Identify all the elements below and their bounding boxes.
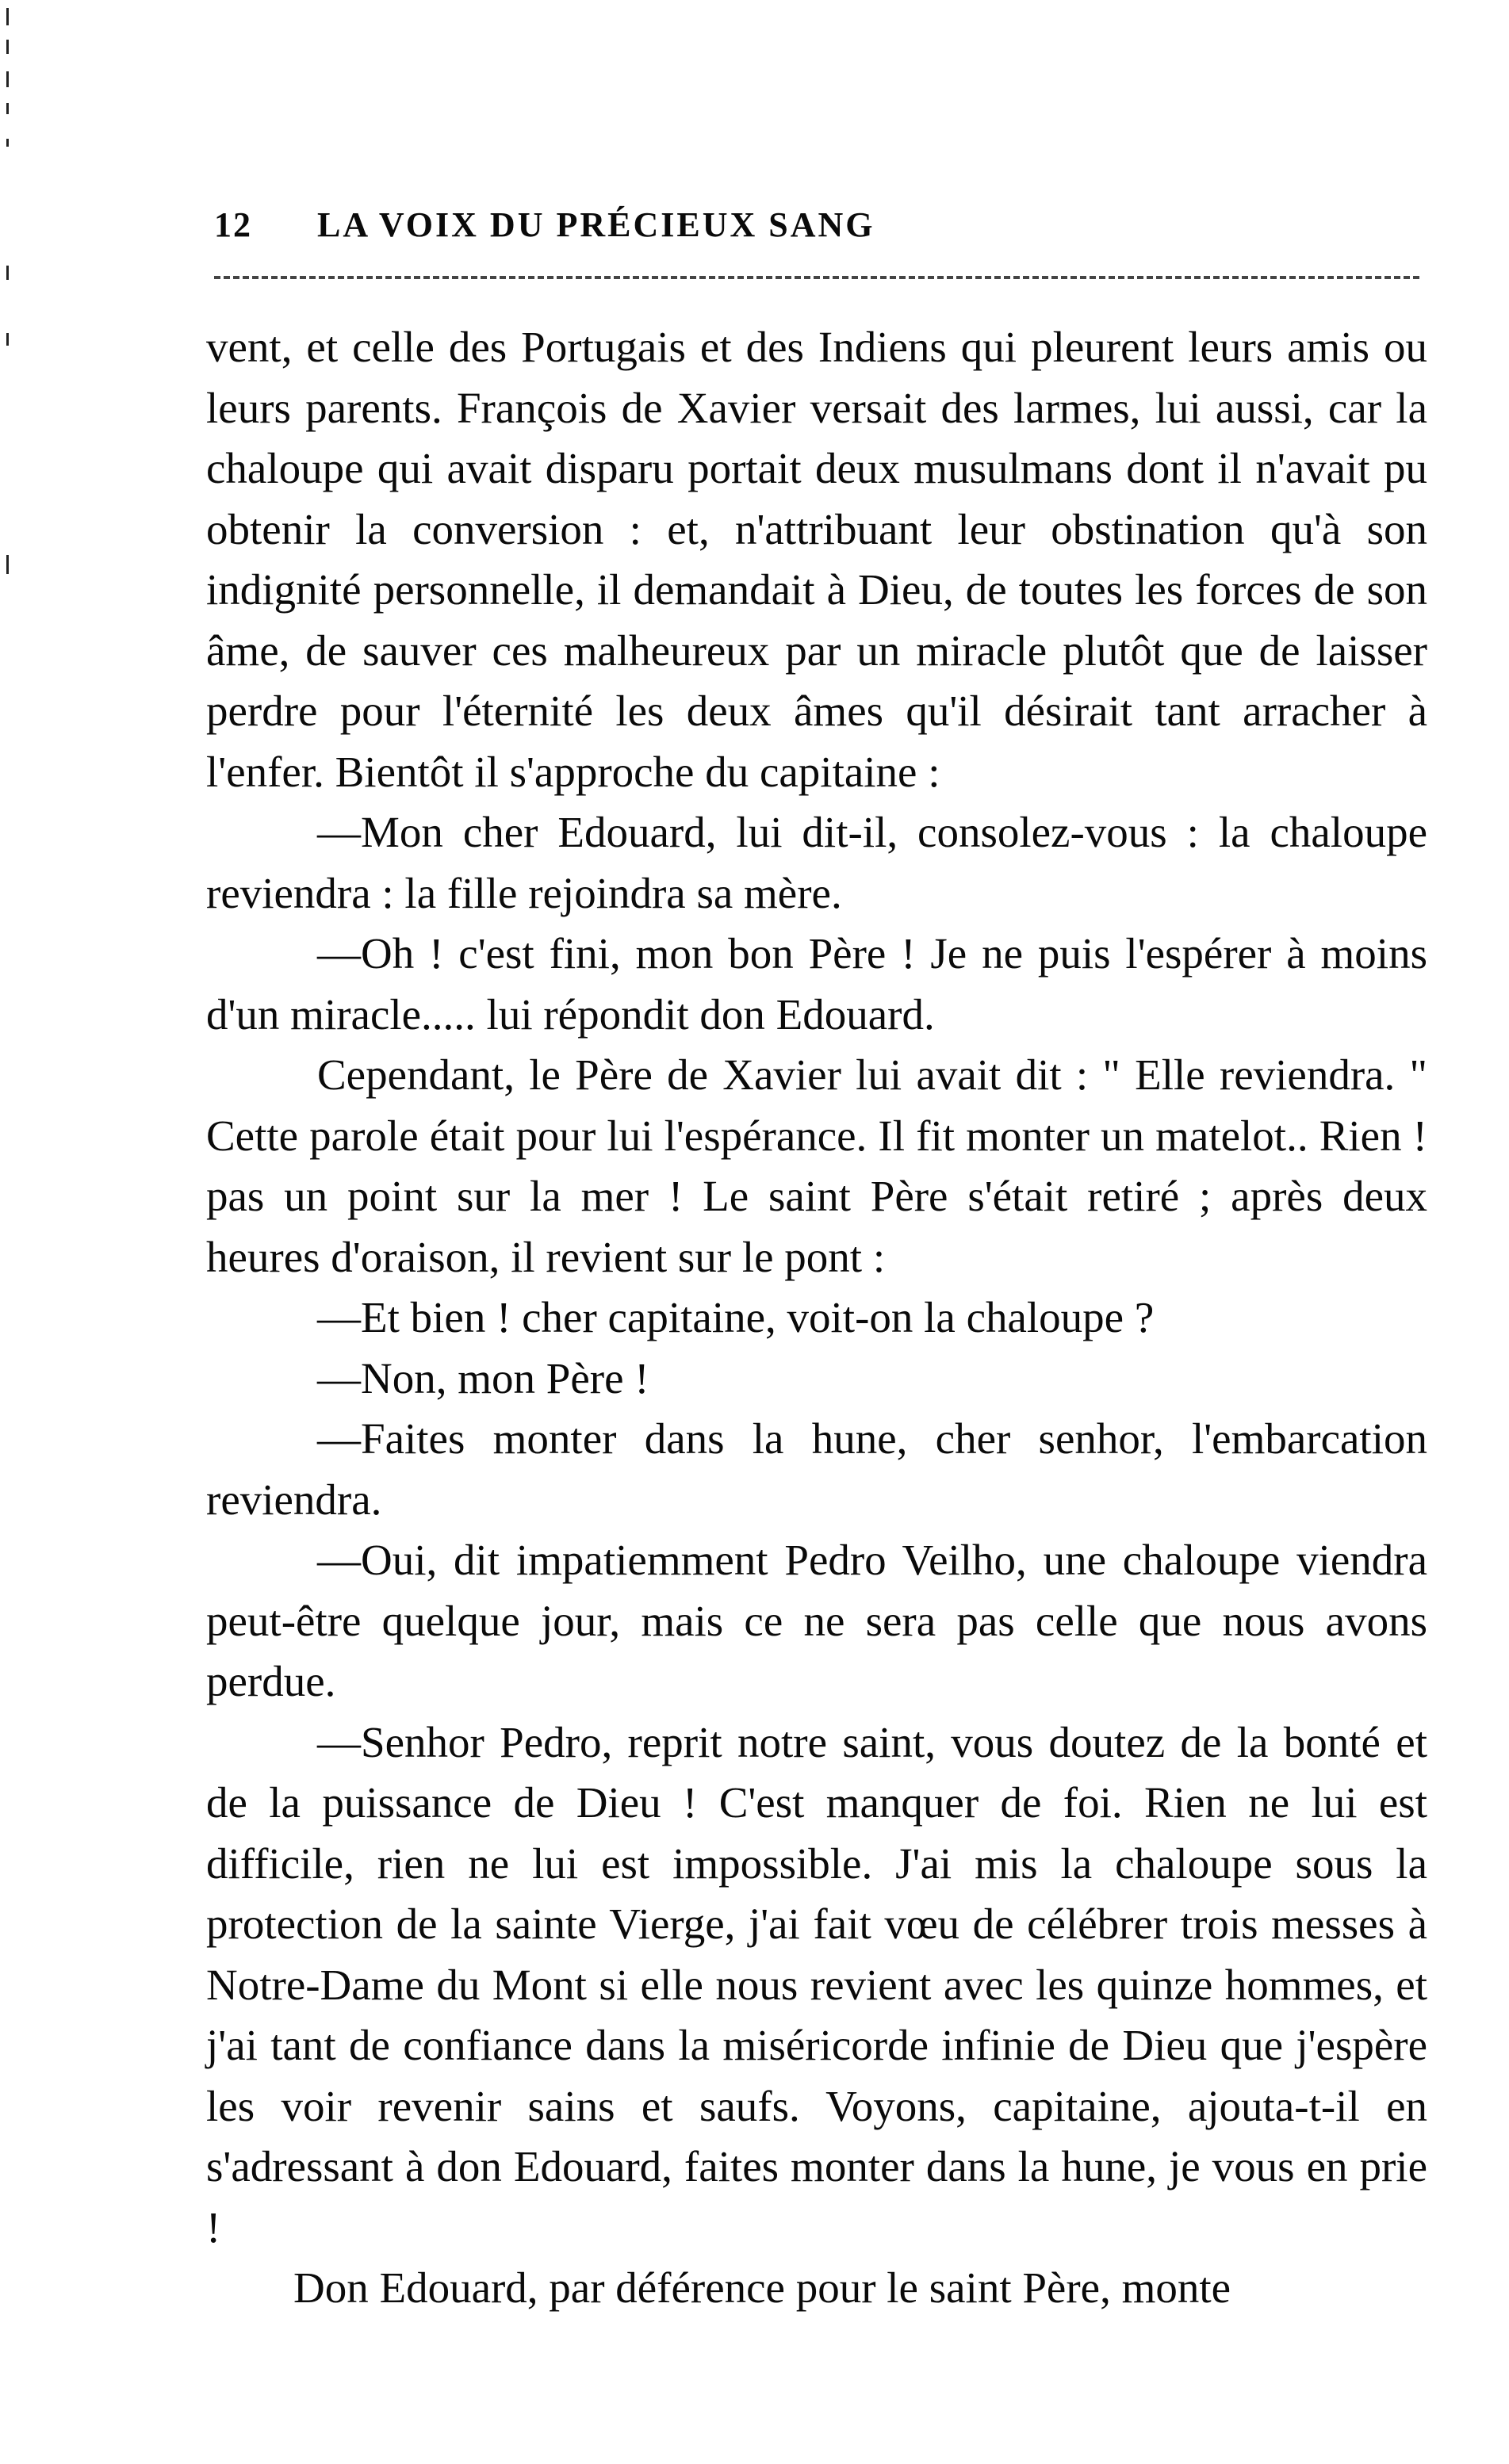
paragraph: —Mon cher Edouard, lui dit-il, consolez-vous : la chaloupe reviendra : la fille rejoindra sa mère.	[206, 808, 1427, 917]
paragraph: —Senhor Pedro, reprit notre saint, vous doutez de la bonté et de la puissance de Dieu ! C'est manquer de foi. Rien ne lui est difficile, rien ne lui est impossible. J'ai mis la chaloupe sous la protection de la sainte Vierge, j'ai fait vœu de célébrer trois messes à Notre-Dame du Mont si elle nous revient avec les quinze hommes, et j'ai tant de confiance dans la miséricorde infinie de Dieu que j'espère les voir revenir sains et saufs. Voyons, capitaine, ajouta-t-il en s'adressant à don Edouard, faites monter dans la hune, je vous en prie !	[206, 1717, 1427, 2252]
paragraph: —Et bien ! cher capitaine, voit-on la chaloupe ?	[317, 1293, 1155, 1341]
paragraph: —Oui, dit impatiemment Pedro Veilho, une chaloupe viendra peut-être quelque jour, mais ce ne sera pas celle que nous avons perdue.	[206, 1536, 1427, 1705]
paragraph: —Oh ! c'est fini, mon bon Père ! Je ne puis l'espérer à moins d'un miracle..... lui répondit don Edouard.	[206, 929, 1427, 1039]
header-divider	[214, 276, 1419, 279]
paragraph: Don Edouard, par déférence pour le saint Père, monte	[293, 2263, 1231, 2312]
scan-margin-marks	[6, 0, 17, 634]
running-title: LA VOIX DU PRÉCIEUX SANG	[317, 205, 875, 244]
paragraph: —Faites monter dans la hune, cher senhor, l'embarcation reviendra.	[206, 1414, 1427, 1524]
paragraph: Cependant, le Père de Xavier lui avait dit : " Elle reviendra. " Cette parole était pour lui l'espérance. Il fit monter un matelot.. Rien ! pas un point sur la mer ! Le saint Père s'était retiré ; après deux heures d'oraison, il revient sur le pont :	[206, 1050, 1427, 1281]
page-number: 12	[214, 205, 252, 244]
paragraph: —Non, mon Père !	[317, 1353, 649, 1402]
paragraph: vent, et celle des Portugais et des Indiens qui pleurent leurs amis ou leurs parents. François de Xavier versait des larmes, lui aussi, car la chaloupe qui avait disparu portait deux musulmans dont il n'avait pu obtenir la conversion : et, n'attribuant leur obstination qu'à son indignité personnelle, il demandait à Dieu, de toutes les forces de son âme, de sauver ces malheureux par un miracle plutôt que de laisser perdre pour l'éternité les deux âmes qu'il désirait tant arracher à l'enfer. Bientôt il s'approche du capitaine :	[206, 323, 1427, 796]
page-body	[206, 317, 1427, 2319]
page-header	[214, 205, 1419, 252]
